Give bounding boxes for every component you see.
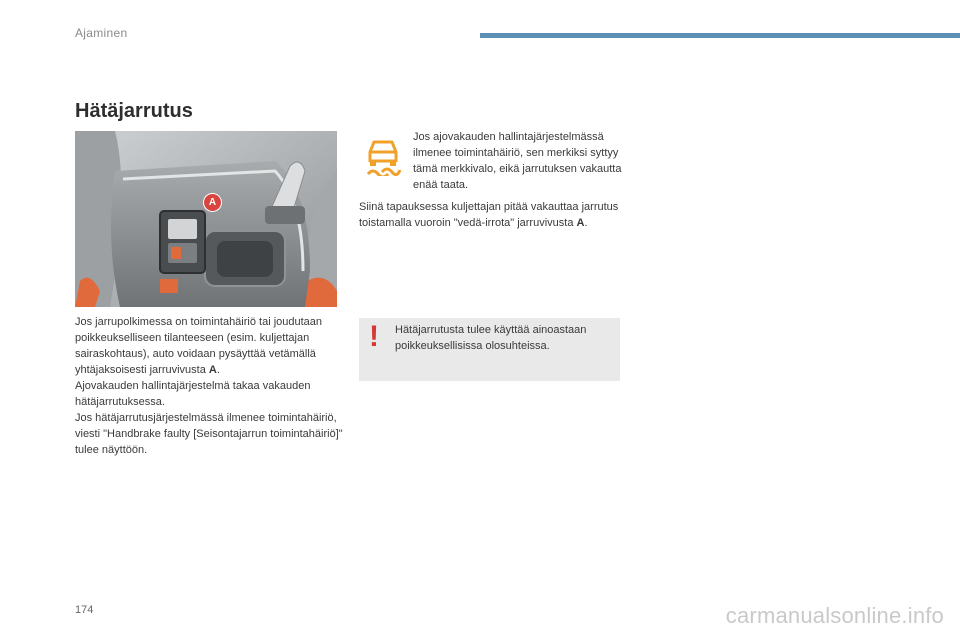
instruction-text <box>359 199 619 231</box>
exclamation-icon: ! <box>369 320 379 353</box>
callout-a: A <box>204 194 221 211</box>
section-header: Ajaminen <box>75 26 128 40</box>
warning-light-text: Jos ajovakauden hallintajärjestelmässä ilmenee toimintahäiriö, sen merkiksi syttyy tämä merkkivalo, eikä jarrutuksen vakautta enää taata. <box>413 131 622 191</box>
parking-brake-photo <box>75 131 337 307</box>
paragraph-1-key: A <box>208 364 217 376</box>
watermark: carmanualsonline.info <box>725 603 944 628</box>
instruction-body: Siinä tapauksessa kuljettajan pitää vakauttaa jarrutus toistamalla vuoroin "vedä-irrota" jarruvivusta <box>359 201 619 229</box>
note-box <box>359 318 620 381</box>
paragraph-1 <box>75 314 345 378</box>
page-title: Hätäjarrutus <box>75 100 193 122</box>
paragraph-2: Ajovakauden hallintajärjestelmä takaa vakauden hätäjarrutuksessa. <box>75 380 311 408</box>
emergency-braking-text <box>75 314 345 458</box>
paragraph-1-end: . <box>216 364 220 376</box>
esc-off-warning-icon <box>364 136 402 176</box>
header-bar <box>480 33 960 38</box>
paragraph-3: Jos hätäjarrutusjärjestelmässä ilmenee toimintahäiriö, viesti "Handbrake faulty [Seisontajarrun toimintahäiriö]" tulee näyttöön. <box>75 412 343 456</box>
page-number: 174 <box>75 604 94 616</box>
instruction-key: A <box>576 217 585 229</box>
note-text: Hätäjarrutusta tulee käyttää ainoastaan poikkeuksellisissa olosuhteissa. <box>395 324 587 352</box>
instruction-end: . <box>584 217 588 229</box>
paragraph-1-body: Jos jarrupolkimessa on toimintahäiriö tai joudutaan poikkeukselliseen tilanteeseen (esim. kuljettajan sairaskohtaus), auto voidaan pysäyttää vetämällä yhtäjaksoisesti jarruvivusta <box>75 316 323 376</box>
